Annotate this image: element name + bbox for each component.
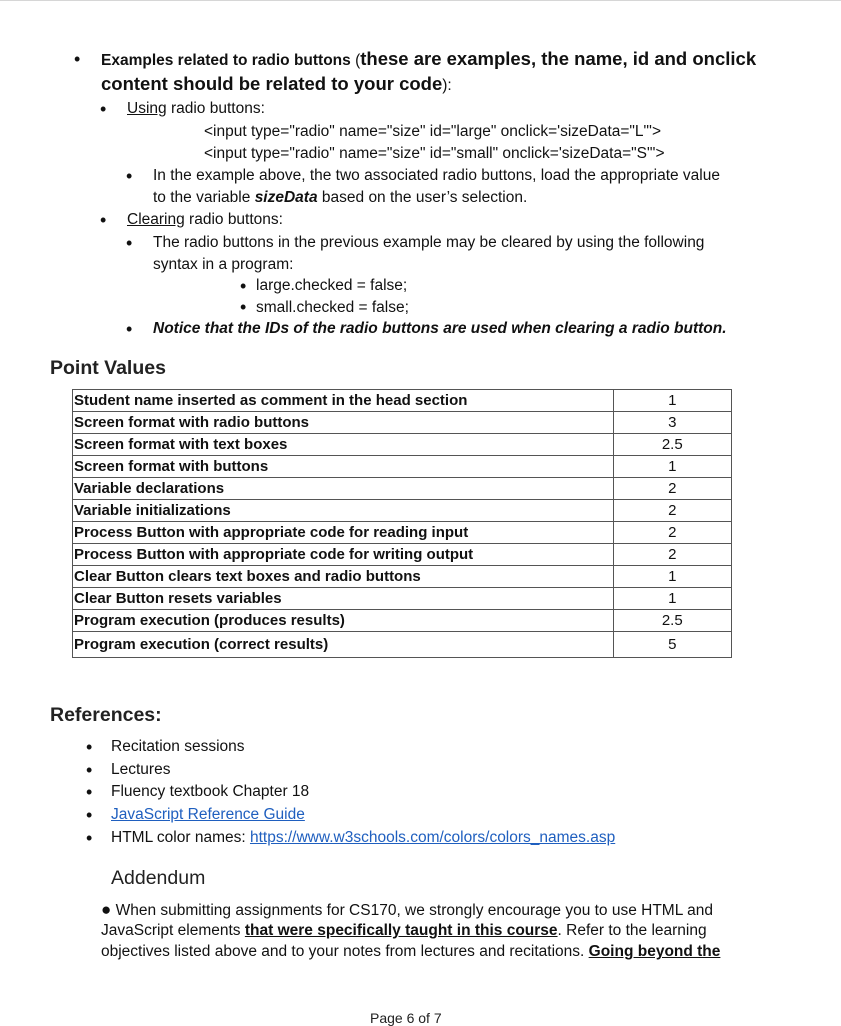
bullet-examples: • <box>74 49 81 69</box>
taught-in-course-emphasis: that were specifically taught in this course <box>244 922 558 939</box>
criterion-points: 3 <box>613 412 731 434</box>
criterion-label: Student name inserted as comment in the head section <box>73 390 614 412</box>
bullet-notice: • <box>126 319 133 339</box>
criterion-label: Program execution (correct results) <box>73 632 614 658</box>
table-row <box>73 610 732 632</box>
js-reference-link[interactable]: JavaScript Reference Guide <box>111 806 305 823</box>
examples-open-paren: ( <box>350 52 361 69</box>
table-row <box>73 478 732 500</box>
using-line <box>127 98 265 119</box>
bullet-ref-2: • <box>86 760 93 780</box>
criterion-label: Process Button with appropriate code for reading input <box>73 522 614 544</box>
point-values-table <box>72 389 732 658</box>
addendum-line-2a: JavaScript elements <box>101 922 245 939</box>
addendum-line-2c: . Refer to the learning <box>557 922 707 939</box>
addendum-line-2 <box>101 920 707 941</box>
size-data-var: sizeData <box>254 189 318 206</box>
criterion-points: 2 <box>613 500 731 522</box>
criterion-label: Process Button with appropriate code for writing output <box>73 544 614 566</box>
bullet-using: • <box>100 99 107 119</box>
criterion-label: Clear Button resets variables <box>73 588 614 610</box>
table-row <box>73 566 732 588</box>
addendum-bullet: ● <box>101 900 112 919</box>
code-line-small: <input type="radio" name="size" id="small" onclick='sizeData="S"'> <box>204 145 665 162</box>
bullet-clear-small: • <box>240 297 247 317</box>
criterion-label: Variable declarations <box>73 478 614 500</box>
going-beyond-emphasis: Going beyond the <box>588 943 721 960</box>
bullet-ref-3: • <box>86 782 93 802</box>
clearing-word: Clearing <box>127 211 185 228</box>
addendum-line-3 <box>101 941 720 962</box>
examples-note-2: content should be related to your code <box>101 73 443 94</box>
criterion-points: 1 <box>613 588 731 610</box>
notice-text: Notice that the IDs of the radio buttons are used when clearing a radio button. <box>153 320 727 337</box>
references-heading: References: <box>50 704 162 726</box>
color-names-link[interactable]: https://www.w3schools.com/colors/colors_names.asp <box>249 829 616 846</box>
color-names-label: HTML color names: <box>111 829 250 846</box>
examples-heading-line-2 <box>101 73 452 96</box>
code-clear-small: small.checked = false; <box>256 299 409 316</box>
ref-item-colors <box>111 827 615 848</box>
point-values-heading: Point Values <box>50 357 166 379</box>
criterion-points: 1 <box>613 390 731 412</box>
table-row <box>73 500 732 522</box>
criterion-label: Screen format with buttons <box>73 456 614 478</box>
using-word: Using <box>127 100 167 117</box>
examples-heading-line <box>101 48 756 71</box>
code-clear-large: large.checked = false; <box>256 277 408 294</box>
criterion-points: 1 <box>613 456 731 478</box>
bullet-cleared: • <box>126 233 133 253</box>
criterion-label: Program execution (produces results) <box>73 610 614 632</box>
table-row <box>73 412 732 434</box>
criterion-label: Clear Button clears text boxes and radio buttons <box>73 566 614 588</box>
criterion-label: Variable initializations <box>73 500 614 522</box>
table-row <box>73 632 732 658</box>
bullet-clearing: • <box>100 210 107 230</box>
criterion-points: 2 <box>613 522 731 544</box>
table-row <box>73 456 732 478</box>
load-text-2a: to the variable <box>153 189 255 206</box>
criterion-label: Screen format with radio buttons <box>73 412 614 434</box>
table-row <box>73 434 732 456</box>
examples-close: ): <box>442 77 452 94</box>
load-text-2c: based on the user’s selection. <box>317 189 528 206</box>
code-line-large: <input type="radio" name="size" id="large" onclick='sizeData="L"'> <box>204 123 662 140</box>
bullet-load: • <box>126 166 133 186</box>
table-row <box>73 390 732 412</box>
bullet-ref-4: • <box>86 805 93 825</box>
criterion-points: 5 <box>613 632 731 658</box>
bullet-ref-5: • <box>86 828 93 848</box>
criterion-points: 2.5 <box>613 610 731 632</box>
addendum-line-1-text: When submitting assignments for CS170, we strongly encourage you to use HTML and <box>115 902 713 919</box>
addendum-heading: Addendum <box>111 867 206 889</box>
examples-note: these are examples, the name, id and onclick <box>360 48 757 69</box>
page-number: Page 6 of 7 <box>370 1010 442 1026</box>
ref-item-recitation: Recitation sessions <box>111 738 245 755</box>
ref-item-textbook: Fluency textbook Chapter 18 <box>111 783 310 800</box>
bullet-clear-large: • <box>240 276 247 296</box>
cleared-text-2: syntax in a program: <box>153 256 294 273</box>
examples-lead: Examples related to radio buttons <box>101 52 351 69</box>
clearing-rest: radio buttons: <box>184 211 283 228</box>
table-row <box>73 588 732 610</box>
using-rest: radio buttons: <box>166 100 265 117</box>
point-values-body <box>73 390 732 658</box>
criterion-points: 2 <box>613 544 731 566</box>
clearing-line <box>127 209 283 230</box>
criterion-label: Screen format with text boxes <box>73 434 614 456</box>
criterion-points: 2.5 <box>613 434 731 456</box>
table-row <box>73 522 732 544</box>
cleared-text-1: The radio buttons in the previous example may be cleared by using the following <box>153 234 705 251</box>
table-row <box>73 544 732 566</box>
criterion-points: 2 <box>613 478 731 500</box>
addendum-line-3a: objectives listed above and to your notes from lectures and recitations. <box>101 943 589 960</box>
page-top-border <box>0 0 841 1</box>
criterion-points: 1 <box>613 566 731 588</box>
bullet-ref-1: • <box>86 737 93 757</box>
load-text-1: In the example above, the two associated radio buttons, load the appropriate value <box>153 167 720 184</box>
ref-item-lectures: Lectures <box>111 761 171 778</box>
load-text-2 <box>153 187 527 208</box>
addendum-line-1 <box>101 899 713 921</box>
